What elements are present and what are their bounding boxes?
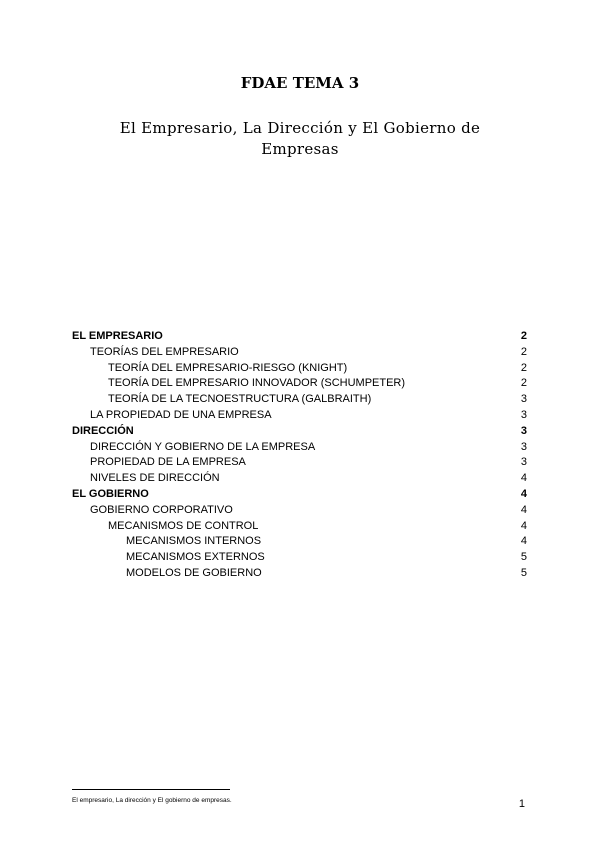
toc-entry-page: 3 <box>520 393 527 406</box>
toc-entry-label: DIRECCIÓN <box>72 424 134 437</box>
table-of-contents <box>72 329 527 582</box>
toc-entry-page: 2 <box>520 345 527 358</box>
toc-entry-page: 4 <box>520 503 527 516</box>
toc-entry[interactable] <box>72 424 527 440</box>
toc-entry[interactable] <box>72 487 527 503</box>
toc-entry-page: 5 <box>520 551 527 564</box>
toc-entry-page: 2 <box>520 377 527 390</box>
toc-entry-label: TEORÍA DE LA TECNOESTRUCTURA (GALBRAITH) <box>108 393 372 406</box>
toc-entry-label: LA PROPIEDAD DE UNA EMPRESA <box>90 408 272 421</box>
footnote-divider <box>72 789 230 790</box>
toc-entry-label: MECANISMOS EXTERNOS <box>126 551 265 564</box>
footnote-text: El empresario, La dirección y El gobierno de empresas. <box>72 797 232 804</box>
toc-entry-label: EL GOBIERNO <box>72 487 149 500</box>
toc-entry[interactable] <box>72 408 527 424</box>
page-number: 1 <box>518 798 525 810</box>
document-subtitle: El Empresario, La Dirección y El Gobierno de Empresas <box>119 119 481 158</box>
toc-entry[interactable] <box>72 329 527 345</box>
toc-entry-page: 4 <box>520 487 527 500</box>
toc-entry-page: 2 <box>520 330 527 342</box>
toc-entry-label: GOBIERNO CORPORATIVO <box>90 503 233 516</box>
toc-entry-label: TEORÍA DEL EMPRESARIO INNOVADOR (SCHUMPETER) <box>108 377 406 390</box>
toc-entry[interactable] <box>72 566 527 582</box>
toc-entry-page: 4 <box>520 519 527 532</box>
toc-entry-page: 2 <box>520 361 527 374</box>
toc-entry-page: 3 <box>520 424 527 437</box>
toc-entry[interactable] <box>72 519 527 535</box>
toc-entry-page: 3 <box>520 440 527 453</box>
toc-entry-page: 3 <box>520 456 527 469</box>
toc-entry-label: MECANISMOS INTERNOS <box>126 535 262 548</box>
toc-entry[interactable] <box>72 345 527 361</box>
toc-entry[interactable] <box>72 455 527 471</box>
toc-entry-label: MODELOS DE GOBIERNO <box>126 566 262 579</box>
toc-entry[interactable] <box>72 361 527 377</box>
toc-entry-page: 4 <box>520 535 527 548</box>
toc-entry[interactable] <box>72 440 527 456</box>
toc-entry-label: DIRECCIÓN Y GOBIERNO DE LA EMPRESA <box>90 440 316 453</box>
toc-entry-label: MECANISMOS DE CONTROL <box>108 519 259 532</box>
toc-entry[interactable] <box>72 550 527 566</box>
toc-entry-page: 4 <box>520 472 527 485</box>
toc-entry-label: PROPIEDAD DE LA EMPRESA <box>90 456 246 469</box>
toc-entry-label: EL EMPRESARIO <box>72 330 163 342</box>
toc-entry-label: TEORÍA DEL EMPRESARIO-RIESGO (KNIGHT) <box>108 361 348 374</box>
toc-entry[interactable] <box>72 392 527 408</box>
toc-entry[interactable] <box>72 376 527 392</box>
toc-entry-label: NIVELES DE DIRECCIÓN <box>90 472 220 485</box>
toc-entry[interactable] <box>72 471 527 487</box>
toc-entry-label: TEORÍAS DEL EMPRESARIO <box>90 345 239 358</box>
document-title: FDAE TEMA 3 <box>240 74 360 92</box>
toc-entry[interactable] <box>72 503 527 519</box>
toc-entry-page: 5 <box>520 566 527 579</box>
toc-entry-page: 3 <box>520 408 527 421</box>
toc-entry[interactable] <box>72 534 527 550</box>
